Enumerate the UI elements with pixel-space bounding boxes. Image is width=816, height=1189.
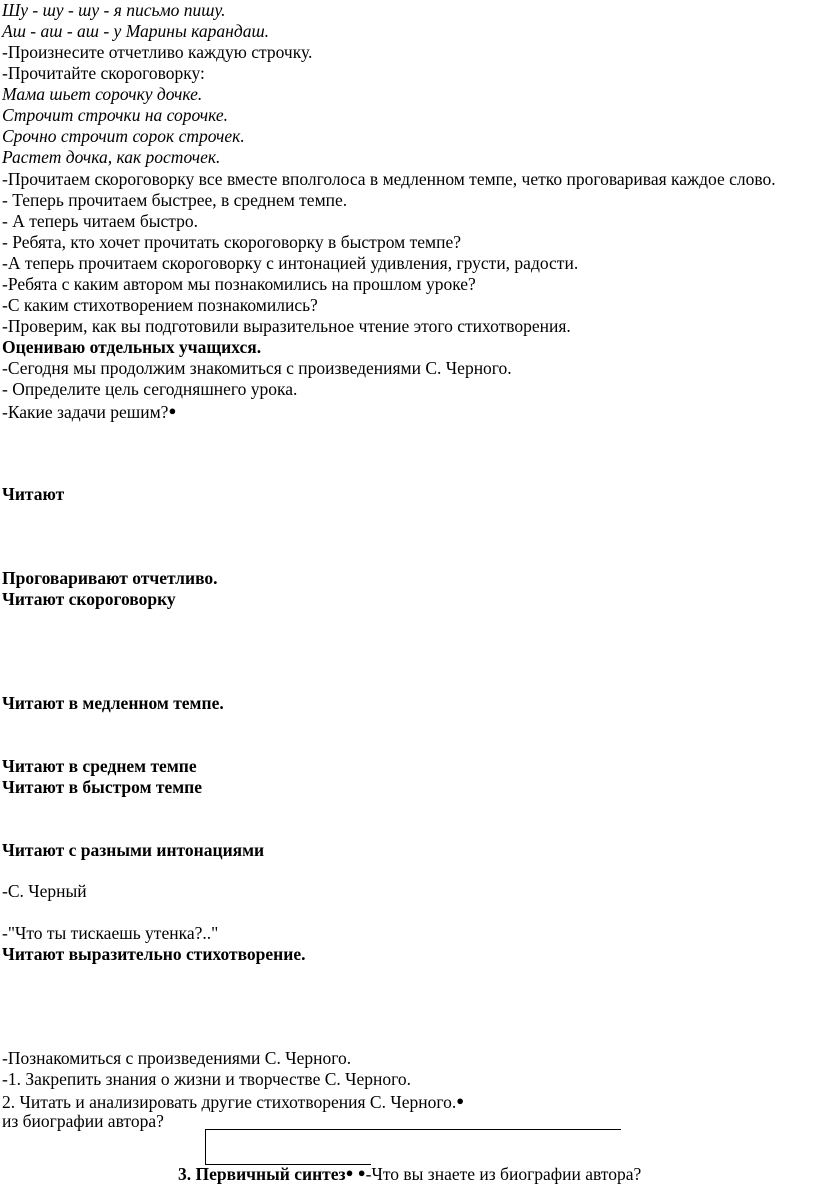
instruction-line: -Прочитайте скороговорку: — [2, 63, 205, 83]
tongue-twister-line: Строчит строчки на сорочке. — [2, 105, 229, 125]
instruction-line: - Определите цель сегодняшнего урока. — [2, 379, 298, 399]
student-answer: -"Что ты тискаешь утенка?.." — [2, 923, 219, 943]
instruction-line: -Прочитаем скороговорку все вместе вполголоса в медленном темпе, четко проговаривая каждое слово. — [2, 169, 776, 189]
instruction-line: - А теперь читаем быстро. — [2, 211, 199, 231]
instruction-line: - Ребята, кто хочет прочитать скороговорку в быстром темпе? — [2, 232, 461, 252]
tongue-twister-line: Растет дочка, как росточек. — [2, 147, 221, 167]
student-activity: Читают скороговорку — [2, 589, 176, 609]
student-activity: Читают — [2, 484, 65, 504]
tongue-twister-line-1: Шу - шу - шу - я письмо пишу. — [2, 0, 226, 20]
biography-question: -Что вы знаете из биографии автора? — [365, 1164, 642, 1184]
student-activity: Читают с разными интонациями — [2, 840, 265, 860]
bullet-icon: ● — [168, 403, 177, 418]
tongue-twister-line: Срочно строчит сорок строчек. — [2, 126, 245, 146]
student-activity: Читают в медленном темпе. — [2, 693, 224, 713]
table-border-top — [205, 1129, 621, 1130]
tongue-twister-line: Мама шьет сорочку дочке. — [2, 84, 203, 104]
student-activity: Читают в быстром темпе — [2, 777, 202, 797]
bullet-icon: ● — [456, 1093, 465, 1108]
instruction-line: -Произнесите отчетливо каждую строчку. — [2, 42, 313, 62]
section-footer-line — [178, 1162, 641, 1185]
bullet-icon: ● — [345, 1165, 354, 1180]
assessment-note: Оцениваю отдельных учащихся. — [2, 337, 262, 357]
student-activity: Читают в среднем темпе — [2, 756, 197, 776]
goal-line — [2, 1090, 464, 1113]
student-answer: -С. Черный — [2, 881, 87, 901]
question-text: -Какие задачи решим? — [2, 402, 169, 422]
table-border-left — [205, 1129, 206, 1165]
instruction-line: -Сегодня мы продолжим знакомиться с произведениями С. Черного. — [2, 358, 512, 378]
instruction-line — [2, 400, 176, 423]
instruction-line: -С каким стихотворением познакомились? — [2, 295, 318, 315]
instruction-line: -А теперь прочитаем скороговорку с интонацией удивления, грусти, радости. — [2, 253, 579, 273]
student-activity: Читают выразительно стихотворение. — [2, 944, 306, 964]
tongue-twister-line-2: Аш - аш - аш - у Марины карандаш. — [2, 21, 270, 41]
section-heading: 3. Первичный синтез — [178, 1164, 346, 1184]
student-activity: Проговаривают отчетливо. — [2, 568, 218, 588]
question-fragment: из биографии автора? — [2, 1111, 164, 1131]
goal-line: -1. Закрепить знания о жизни и творчестве С. Черного. — [2, 1069, 412, 1089]
bullet-icon: ● — [357, 1165, 366, 1180]
instruction-line: -Ребята с каким автором мы познакомились на прошлом уроке? — [2, 274, 476, 294]
goal-text: 2. Читать и анализировать другие стихотворения С. Черного. — [2, 1092, 457, 1112]
instruction-line: - Теперь прочитаем быстрее, в среднем темпе. — [2, 190, 348, 210]
goal-line: -Познакомиться с произведениями С. Черного. — [2, 1048, 352, 1068]
instruction-line: -Проверим, как вы подготовили выразительное чтение этого стихотворения. — [2, 316, 571, 336]
